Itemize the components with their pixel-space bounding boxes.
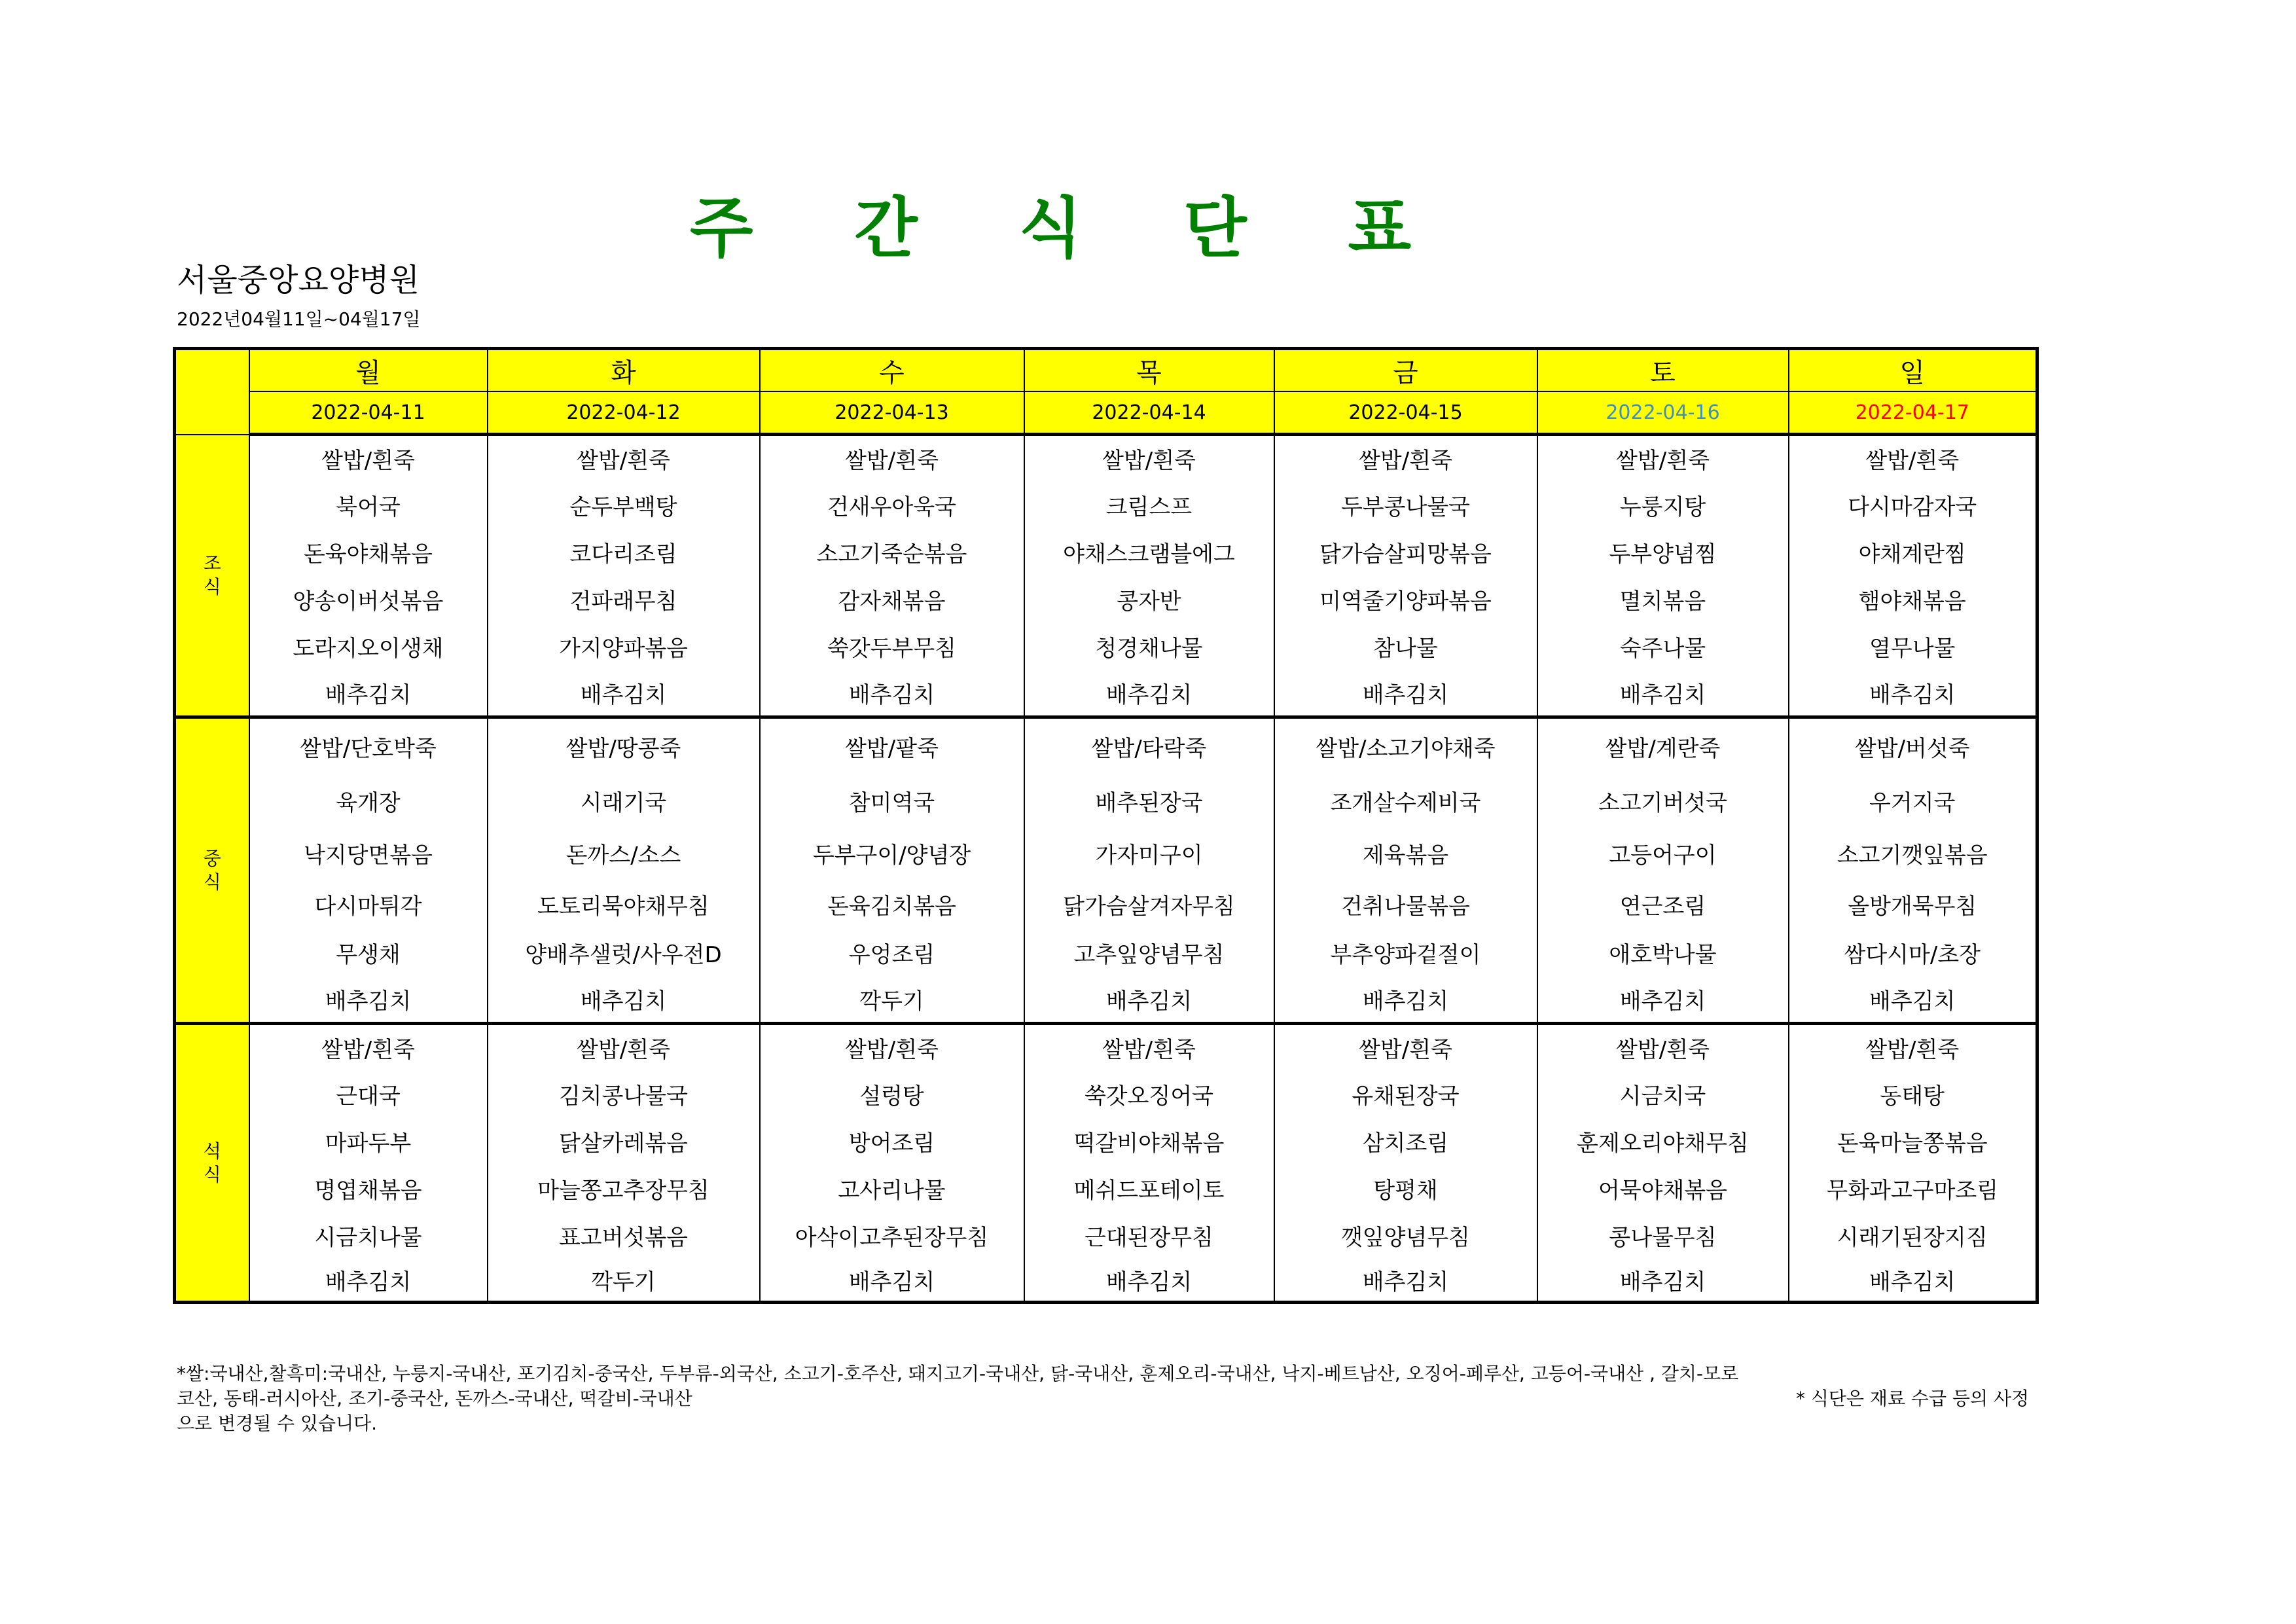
date-mon: 2022-04-11 [249,391,488,435]
dish-lunch-thu: 고추잎양념무침 [1024,929,1274,977]
dish-breakfast-sat: 숙주나물 [1537,623,1789,670]
date-tue: 2022-04-12 [488,391,760,435]
footnote-line-2-right: * 식단은 재료 수급 등의 사정 [1795,1388,2029,1409]
dish-breakfast-sun: 열무나물 [1789,623,2037,670]
breakfast-row [175,529,2037,576]
dish-lunch-fri: 부추양파겉절이 [1274,929,1537,977]
dish-dinner-sat: 콩나물무침 [1537,1212,1789,1259]
dish-breakfast-wed: 배추김치 [760,670,1024,717]
dish-lunch-tue: 돈까스/소스 [488,827,760,880]
dish-breakfast-thu: 쌀밥/흰죽 [1024,435,1274,482]
dish-dinner-wed: 아삭이고추된장무침 [760,1212,1024,1259]
dish-dinner-mon: 쌀밥/흰죽 [249,1024,488,1071]
dish-dinner-sun: 동태탕 [1789,1071,2037,1118]
dish-breakfast-thu: 크림스프 [1024,482,1274,529]
dinner-row [175,1165,2037,1212]
dish-dinner-thu: 쌀밥/흰죽 [1024,1024,1274,1071]
dish-breakfast-fri: 배추김치 [1274,670,1537,717]
dinner-label [175,1024,249,1303]
dish-breakfast-thu: 야채스크램블에그 [1024,529,1274,576]
breakfast-row [175,482,2037,529]
lunch-row [175,977,2037,1024]
dish-breakfast-wed: 감자채볶음 [760,576,1024,623]
dish-dinner-mon: 시금치나물 [249,1212,488,1259]
dish-breakfast-sat: 멸치볶음 [1537,576,1789,623]
dish-breakfast-sun: 다시마감자국 [1789,482,2037,529]
day-fri: 금 [1274,349,1537,392]
dish-dinner-mon: 배추김치 [249,1259,488,1303]
lunch-row [175,827,2037,880]
date-header-row [175,391,2037,435]
dish-lunch-thu: 배추된장국 [1024,775,1274,827]
header-corner [175,349,249,435]
dish-breakfast-mon: 돈육야채볶음 [249,529,488,576]
page-title: 주 간 식 단 표 [689,190,1451,266]
dish-dinner-sat: 훈제오리야채무침 [1537,1118,1789,1165]
lunch-row [175,880,2037,929]
dish-breakfast-fri: 미역줄기양파볶음 [1274,576,1537,623]
date-fri: 2022-04-15 [1274,391,1537,435]
dish-breakfast-fri: 쌀밥/흰죽 [1274,435,1537,482]
dish-dinner-wed: 방어조림 [760,1118,1024,1165]
origin-footnote [177,1362,2029,1436]
dish-dinner-wed: 설렁탕 [760,1071,1024,1118]
dish-lunch-mon: 다시마튀각 [249,880,488,929]
dinner-row [175,1259,2037,1303]
dish-dinner-thu: 쑥갓오징어국 [1024,1071,1274,1118]
dish-lunch-thu: 가자미구이 [1024,827,1274,880]
dish-lunch-tue: 시래기국 [488,775,760,827]
dish-dinner-thu: 근대된장무침 [1024,1212,1274,1259]
dish-breakfast-sun: 배추김치 [1789,670,2037,717]
day-mon: 월 [249,349,488,392]
dish-dinner-wed: 배추김치 [760,1259,1024,1303]
breakfast-row [175,670,2037,717]
dish-breakfast-mon: 쌀밥/흰죽 [249,435,488,482]
dish-breakfast-mon: 도라지오이생채 [249,623,488,670]
lunch-label-char: 중 [203,847,221,869]
dish-lunch-wed: 깍두기 [760,977,1024,1024]
dish-lunch-mon: 배추김치 [249,977,488,1024]
dish-lunch-sat: 연근조림 [1537,880,1789,929]
dish-lunch-sun: 배추김치 [1789,977,2037,1024]
dish-lunch-sun: 쌈다시마/초장 [1789,929,2037,977]
dish-lunch-sun: 소고기깻잎볶음 [1789,827,2037,880]
dish-lunch-tue: 배추김치 [488,977,760,1024]
dish-lunch-wed: 두부구이/양념장 [760,827,1024,880]
dish-breakfast-sat: 두부양념찜 [1537,529,1789,576]
dish-dinner-tue: 닭살카레볶음 [488,1118,760,1165]
dish-breakfast-mon: 북어국 [249,482,488,529]
dish-dinner-fri: 배추김치 [1274,1259,1537,1303]
dish-dinner-wed: 고사리나물 [760,1165,1024,1212]
dish-lunch-fri: 건취나물볶음 [1274,880,1537,929]
dish-lunch-sat: 소고기버섯국 [1537,775,1789,827]
dish-breakfast-sat: 쌀밥/흰죽 [1537,435,1789,482]
date-thu: 2022-04-14 [1024,391,1274,435]
dinner-row [175,1212,2037,1259]
dish-lunch-mon: 쌀밥/단호박죽 [249,717,488,775]
dish-dinner-fri: 탕평채 [1274,1165,1537,1212]
lunch-row [175,775,2037,827]
dish-dinner-sat: 시금치국 [1537,1071,1789,1118]
breakfast-label-char: 조 [203,552,221,574]
dish-breakfast-wed: 쑥갓두부무침 [760,623,1024,670]
dish-dinner-sat: 쌀밥/흰죽 [1537,1024,1789,1071]
footnote-line-2 [177,1386,2029,1411]
dinner-label-char: 석 [203,1140,221,1162]
dish-dinner-fri: 쌀밥/흰죽 [1274,1024,1537,1071]
dish-dinner-fri: 깻잎양념무침 [1274,1212,1537,1259]
dish-lunch-sun: 쌀밥/버섯죽 [1789,717,2037,775]
dish-breakfast-fri: 닭가슴살피망볶음 [1274,529,1537,576]
dish-breakfast-tue: 쌀밥/흰죽 [488,435,760,482]
dish-dinner-sat: 배추김치 [1537,1259,1789,1303]
dish-dinner-fri: 유채된장국 [1274,1071,1537,1118]
dish-breakfast-sun: 햄야채볶음 [1789,576,2037,623]
date-wed: 2022-04-13 [760,391,1024,435]
dish-dinner-tue: 김치콩나물국 [488,1071,760,1118]
dish-dinner-fri: 삼치조림 [1274,1118,1537,1165]
dish-dinner-sun: 배추김치 [1789,1259,2037,1303]
dish-breakfast-thu: 청경채나물 [1024,623,1274,670]
dish-dinner-mon: 명엽채볶음 [249,1165,488,1212]
dish-lunch-fri: 배추김치 [1274,977,1537,1024]
dish-lunch-tue: 쌀밥/땅콩죽 [488,717,760,775]
lunch-label-char: 식 [203,871,221,893]
lunch-label [175,717,249,1024]
dish-breakfast-tue: 순두부백탕 [488,482,760,529]
dish-dinner-sun: 무화과고구마조림 [1789,1165,2037,1212]
dish-breakfast-mon: 배추김치 [249,670,488,717]
dish-dinner-sun: 시래기된장지짐 [1789,1212,2037,1259]
dinner-label-char: 식 [203,1163,221,1185]
weekly-menu-table [173,347,2039,1304]
day-sat: 토 [1537,349,1789,392]
dish-breakfast-sat: 배추김치 [1537,670,1789,717]
dish-dinner-sun: 돈육마늘쫑볶음 [1789,1118,2037,1165]
dish-lunch-wed: 돈육김치볶음 [760,880,1024,929]
dish-breakfast-wed: 건새우아욱국 [760,482,1024,529]
date-sat: 2022-04-16 [1537,391,1789,435]
menu-body [175,435,2037,1303]
lunch-row [175,929,2037,977]
dinner-row [175,1071,2037,1118]
dish-lunch-mon: 무생채 [249,929,488,977]
dish-dinner-thu: 배추김치 [1024,1259,1274,1303]
dish-breakfast-tue: 가지양파볶음 [488,623,760,670]
dish-breakfast-fri: 참나물 [1274,623,1537,670]
dish-dinner-tue: 쌀밥/흰죽 [488,1024,760,1071]
lunch-row [175,717,2037,775]
dish-lunch-fri: 쌀밥/소고기야채죽 [1274,717,1537,775]
dish-lunch-thu: 배추김치 [1024,977,1274,1024]
breakfast-row [175,435,2037,482]
dish-breakfast-sun: 쌀밥/흰죽 [1789,435,2037,482]
dish-breakfast-thu: 콩자반 [1024,576,1274,623]
dish-breakfast-tue: 건파래무침 [488,576,760,623]
day-wed: 수 [760,349,1024,392]
dish-dinner-wed: 쌀밥/흰죽 [760,1024,1024,1071]
dish-dinner-tue: 마늘쫑고추장무침 [488,1165,760,1212]
dish-lunch-tue: 도토리묵야채무침 [488,880,760,929]
dish-lunch-wed: 우엉조림 [760,929,1024,977]
dish-lunch-sun: 올방개묵무침 [1789,880,2037,929]
breakfast-label-char: 식 [203,575,221,598]
dish-dinner-sun: 쌀밥/흰죽 [1789,1024,2037,1071]
dish-dinner-mon: 근대국 [249,1071,488,1118]
dish-lunch-thu: 쌀밥/타락죽 [1024,717,1274,775]
dish-breakfast-wed: 소고기죽순볶음 [760,529,1024,576]
day-sun: 일 [1789,349,2037,392]
dish-lunch-fri: 조개살수제비국 [1274,775,1537,827]
dish-lunch-sat: 배추김치 [1537,977,1789,1024]
date-sun: 2022-04-17 [1789,391,2037,435]
dish-dinner-thu: 메쉬드포테이토 [1024,1165,1274,1212]
dish-dinner-thu: 떡갈비야채볶음 [1024,1118,1274,1165]
footnote-line-3: 으로 변경될 수 있습니다. [177,1413,378,1434]
dish-breakfast-thu: 배추김치 [1024,670,1274,717]
dish-lunch-mon: 낙지당면볶음 [249,827,488,880]
breakfast-label [175,435,249,717]
dish-lunch-wed: 참미역국 [760,775,1024,827]
dish-dinner-mon: 마파두부 [249,1118,488,1165]
dish-lunch-thu: 닭가슴살겨자무침 [1024,880,1274,929]
footnote-line-2-left: 코산, 동태-러시아산, 조기-중국산, 돈까스-국내산, 떡갈비-국내산 [177,1388,692,1409]
day-thu: 목 [1024,349,1274,392]
dish-breakfast-fri: 두부콩나물국 [1274,482,1537,529]
dinner-row [175,1024,2037,1071]
dish-lunch-sun: 우거지국 [1789,775,2037,827]
dish-lunch-sat: 고등어구이 [1537,827,1789,880]
dish-dinner-tue: 표고버섯볶음 [488,1212,760,1259]
breakfast-row [175,623,2037,670]
dish-breakfast-sun: 야채계란찜 [1789,529,2037,576]
dish-breakfast-tue: 코다리조림 [488,529,760,576]
dinner-row [175,1118,2037,1165]
breakfast-row [175,576,2037,623]
dish-lunch-sat: 애호박나물 [1537,929,1789,977]
hospital-name: 서울중앙요양병원 [177,262,420,298]
dish-lunch-wed: 쌀밥/팥죽 [760,717,1024,775]
menu-period: 2022년04월11일~04월17일 [177,308,421,330]
dish-lunch-fri: 제육볶음 [1274,827,1537,880]
dish-breakfast-wed: 쌀밥/흰죽 [760,435,1024,482]
dish-dinner-sat: 어묵야채볶음 [1537,1165,1789,1212]
dish-dinner-tue: 깍두기 [488,1259,760,1303]
dish-breakfast-sat: 누룽지탕 [1537,482,1789,529]
dish-breakfast-tue: 배추김치 [488,670,760,717]
day-header-row [175,349,2037,392]
dish-breakfast-mon: 양송이버섯볶음 [249,576,488,623]
day-tue: 화 [488,349,760,392]
dish-lunch-sat: 쌀밥/계란죽 [1537,717,1789,775]
dish-lunch-tue: 양배추샐럿/사우전D [488,929,760,977]
dish-lunch-mon: 육개장 [249,775,488,827]
footnote-line-1: *쌀:국내산,찰흑미:국내산, 누룽지-국내산, 포기김치-중국산, 두부류-외국산, 소고기-호주산, 돼지고기-국내산, 닭-국내산, 훈제오리-국내산, 낙지-베트남산, 오징어-페루산, 고등어-국내산 , 갈치-모로 [177,1363,1739,1384]
